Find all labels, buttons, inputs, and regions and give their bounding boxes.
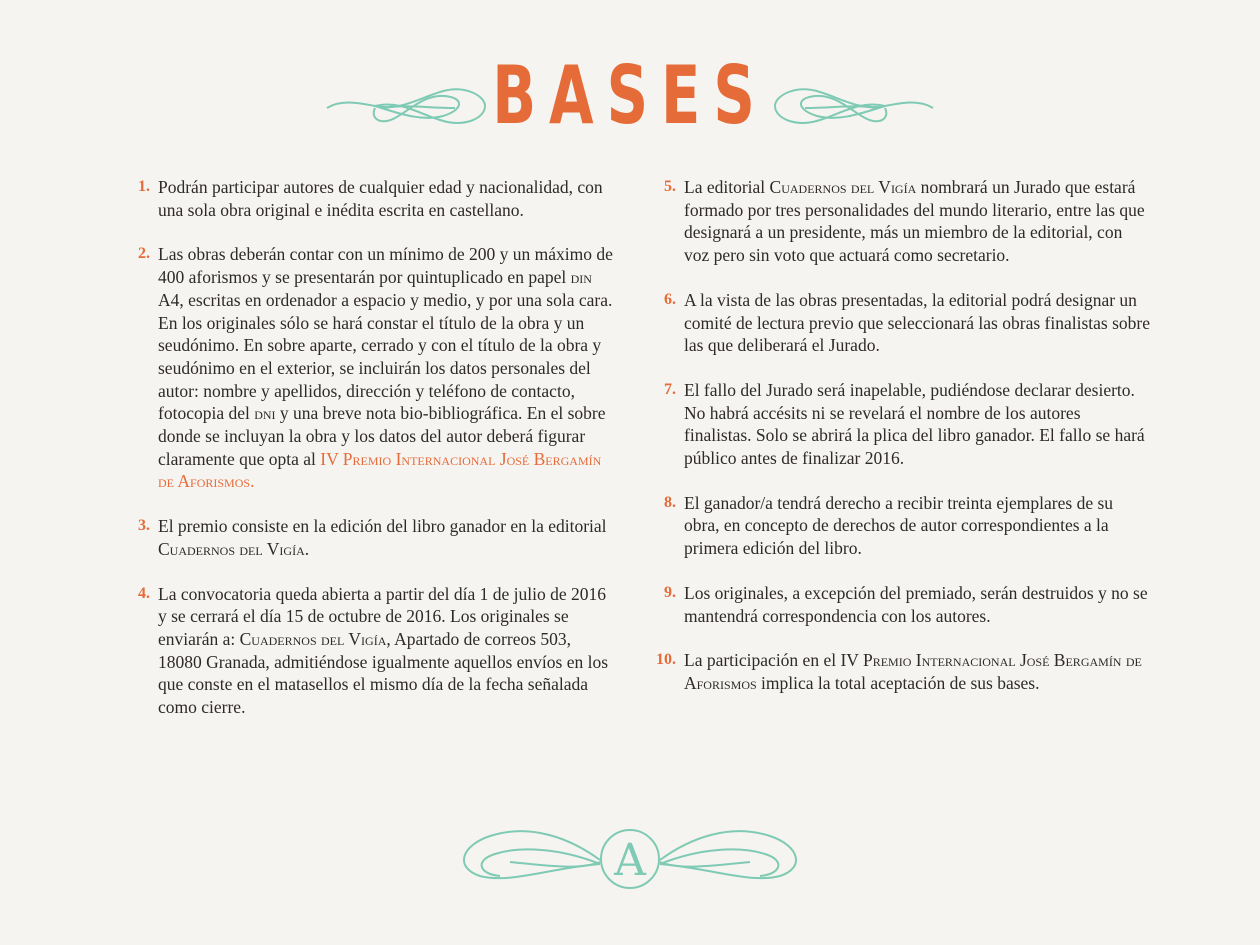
rule-item-1 xyxy=(128,176,618,221)
rule-item-7 xyxy=(650,379,1150,470)
monogram-logo: A xyxy=(600,829,660,889)
rule-text xyxy=(158,243,618,493)
rule-number: 2. xyxy=(138,245,150,263)
rule-text-part: La editorial xyxy=(684,177,766,197)
rule-text: Podrán participar autores de cualquier edad y nacionalidad, con una sola obra original e inédita escrita en castellano. xyxy=(158,177,603,220)
rule-text-part: La convocatoria queda abierta a partir del día 1 de julio de 2016 y se cerrará el día 15 de octubre de 2016. Los originales se enviarán a: xyxy=(158,583,607,649)
rules-column-left xyxy=(128,176,618,741)
rule-item-10 xyxy=(650,649,1150,694)
rule-number: 1. xyxy=(138,178,150,195)
rule-number: 3. xyxy=(138,517,150,535)
rule-text-part: , Apartado de correos 503, 18080 Granada, admitiéndose igualmente aquellos envíos en los que conste en el matasellos el mismo día de la fecha señalada como cierre. xyxy=(158,628,609,718)
din-abbrev: din xyxy=(570,267,592,288)
rule-item-9 xyxy=(650,582,1150,627)
rule-text xyxy=(684,176,1150,267)
rule-text: El fallo del Jurado será inapelable, pudiéndose declarar desierto. No habrá accésits ni se revelará el nombre de los autores finalistas. Solo se abrirá la plica del libro ganador. El fallo se hará público antes de finalizar 2016. xyxy=(684,379,1145,469)
rule-number: 10. xyxy=(656,651,676,669)
rule-item-2 xyxy=(128,243,618,493)
rule-item-3 xyxy=(128,515,618,560)
rule-text-part: nombrará un Jurado que estará formado por tres personalidades del mundo literario, entre las que designará a un presidente, más un miembro de la editorial, con voz pero sin voto que actuará como secretario. xyxy=(684,177,1145,266)
rule-text-part: implica la total aceptación de sus bases. xyxy=(761,672,1040,693)
publisher-name: Cuadernos del Vigía xyxy=(158,538,305,559)
rule-text-part: El premio consiste en la edición del libro ganador en la editorial xyxy=(158,516,607,537)
right-flourish-ornament xyxy=(770,78,935,134)
rule-number: 8. xyxy=(664,493,676,511)
rules-column-right xyxy=(650,176,1150,717)
rule-item-5 xyxy=(650,176,1150,267)
rule-number: 7. xyxy=(664,380,676,398)
publisher-name: Cuadernos del Vigía xyxy=(239,628,387,649)
rule-text xyxy=(158,515,618,560)
rule-text xyxy=(684,649,1150,694)
rule-number: 6. xyxy=(664,290,676,308)
page-title: BASES xyxy=(492,49,768,142)
rule-text-part: Las obras deberán contar con un mínimo de 200 y un máximo de 400 aforismos y se presentarán por quintuplicado en papel xyxy=(158,244,613,288)
publisher-name: Cuadernos del Vigía xyxy=(769,177,917,197)
rule-text-part: A4, escritas en ordenador a espacio y medio, y por una sola cara. En los originales sólo se hará constar el título de la obra y un seudónimo. En sobre aparte, cerrado y con el título de la obra y seudónimo en el exterior, se incluirán los datos personales del autor: nombre y apellidos, dirección y teléfono de contacto, fotocopia del xyxy=(158,289,613,424)
header xyxy=(0,40,1260,160)
rule-number: 5. xyxy=(664,178,676,195)
rule-number: 4. xyxy=(138,584,150,602)
rule-text-part: . xyxy=(304,538,310,559)
rule-item-8 xyxy=(650,492,1150,560)
dni-abbrev: dni xyxy=(254,403,276,424)
prize-name: Premio Internacional José Bergamín de Aforismos xyxy=(684,650,1142,693)
rule-text: El ganador/a tendrá derecho a recibir treinta ejemplares de su obra, en concepto de derechos de autor correspondientes a la primera edición del libro. xyxy=(684,492,1114,559)
rule-item-6 xyxy=(650,289,1150,357)
rule-text: Los originales, a excepción del premiado, serán destruidos y no se mantendrá correspondencia con los autores. xyxy=(684,582,1148,626)
rule-text: A la vista de las obras presentadas, la editorial podrá designar un comité de lectura previo que seleccionará las obras finalistas sobre las que deliberará el Jurado. xyxy=(684,289,1150,356)
rule-text-part: y una breve nota bio-bibliográfica. En el sobre donde se incluyan la obra y los datos del autor deberá figurar claramente que opta al xyxy=(158,403,606,469)
prize-name: IV Premio Internacional José Bergamín de Aforismos. xyxy=(158,448,602,492)
rule-number: 9. xyxy=(664,583,676,601)
rule-item-4 xyxy=(128,583,618,719)
rule-text xyxy=(158,583,618,719)
rule-text-part: La participación en el IV xyxy=(684,650,859,671)
